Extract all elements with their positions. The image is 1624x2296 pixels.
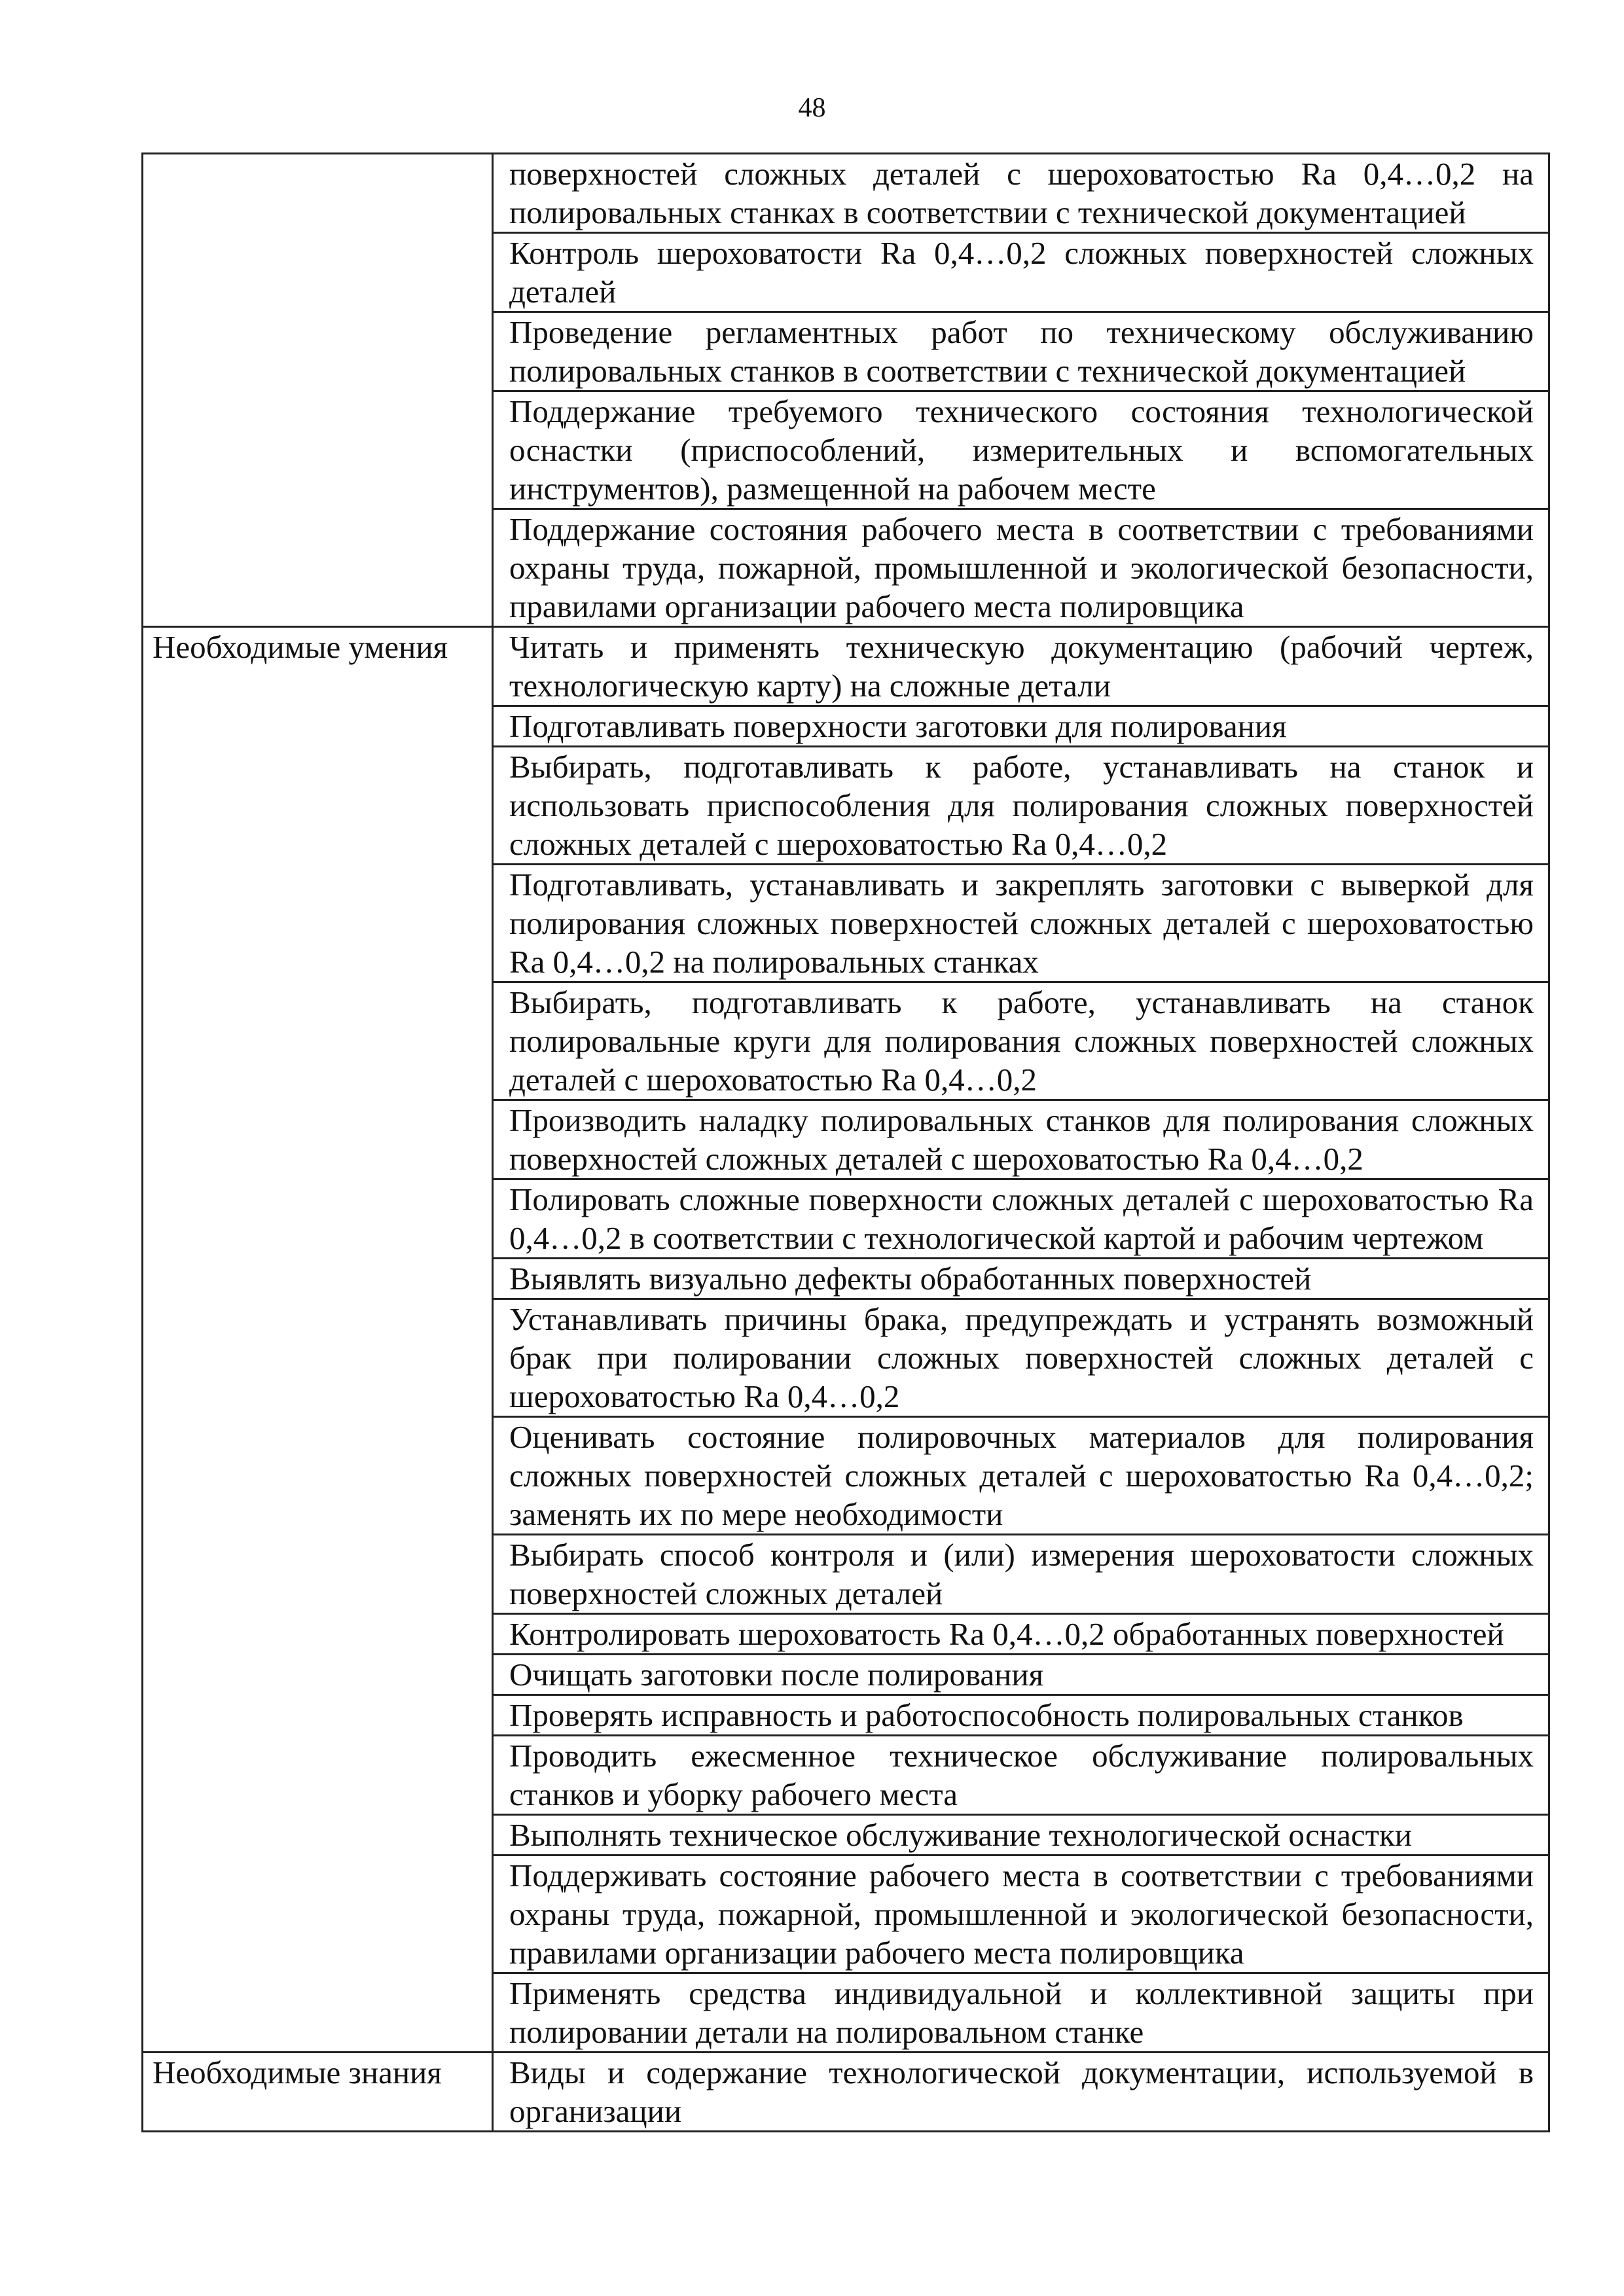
requirement-item: Оценивать состояние полировочных материалов для полирования сложных поверхностей сложных деталей с шероховатостью Ra 0,4…0,2; заменять их по мере необходимости [493, 1417, 1549, 1535]
table-row [143, 154, 1549, 233]
requirement-item: Выбирать способ контроля и (или) измерения шероховатости сложных поверхностей сложных деталей [493, 1535, 1549, 1614]
requirement-item: Виды и содержание технологической документации, используемой в организации [493, 2053, 1549, 2132]
table-row [143, 2053, 1549, 2132]
requirement-item: Поддержание состояния рабочего места в соответствии с требованиями охраны труда, пожарной, промышленной и экологической безопасности, правилами организации рабочего места полировщика [493, 509, 1549, 627]
page-number: 48 [798, 93, 826, 123]
requirement-item: Подготавливать, устанавливать и закреплять заготовки с выверкой для полирования сложных поверхностей сложных деталей с шероховатостью Ra 0,4…0,2 на полировальных станках [493, 865, 1549, 982]
section-label: Необходимые знания [143, 2053, 493, 2132]
section-label [143, 154, 493, 627]
requirement-item: Применять средства индивидуальной и коллективной защиты при полировании детали на полировальном станке [493, 1973, 1549, 2053]
requirement-item: Выбирать, подготавливать к работе, устанавливать на станок полировальные круги для полирования сложных поверхностей сложных деталей с шероховатостью Ra 0,4…0,2 [493, 982, 1549, 1100]
requirement-item: Выбирать, подготавливать к работе, устанавливать на станок и использовать приспособления для полирования сложных поверхностей сложных деталей с шероховатостью Ra 0,4…0,2 [493, 747, 1549, 865]
requirement-item: Поддерживать состояние рабочего места в соответствии с требованиями охраны труда, пожарной, промышленной и экологической безопасности, правилами организации рабочего места полировщика [493, 1856, 1549, 1973]
requirement-item: Очищать заготовки после полирования [493, 1655, 1549, 1695]
requirements-table [141, 152, 1550, 2132]
table-row [143, 627, 1549, 706]
requirement-item: Выявлять визуально дефекты обработанных поверхностей [493, 1259, 1549, 1299]
section-label: Необходимые умения [143, 627, 493, 2053]
requirement-item: Проведение регламентных работ по техническому обслуживанию полировальных станков в соответствии с технической документацией [493, 312, 1549, 391]
requirement-item: Проводить ежесменное техническое обслуживание полировальных станков и уборку рабочего места [493, 1736, 1549, 1815]
requirement-item: Полировать сложные поверхности сложных деталей с шероховатостью Ra 0,4…0,2 в соответствии с технологической картой и рабочим чертежом [493, 1179, 1549, 1259]
requirement-item: поверхностей сложных деталей с шероховатостью Ra 0,4…0,2 на полировальных станках в соответствии с технической документацией [493, 154, 1549, 233]
requirement-item: Устанавливать причины брака, предупреждать и устранять возможный брак при полировании сложных поверхностей сложных деталей с шероховатостью Ra 0,4…0,2 [493, 1299, 1549, 1417]
requirement-item: Поддержание требуемого технического состояния технологической оснастки (приспособлений, измерительных и вспомогательных инструментов), размещенной на рабочем месте [493, 391, 1549, 509]
requirement-item: Контролировать шероховатость Ra 0,4…0,2 обработанных поверхностей [493, 1614, 1549, 1655]
requirement-item: Проверять исправность и работоспособность полировальных станков [493, 1695, 1549, 1736]
requirement-item: Производить наладку полировальных станков для полирования сложных поверхностей сложных деталей с шероховатостью Ra 0,4…0,2 [493, 1100, 1549, 1179]
requirement-item: Контроль шероховатости Ra 0,4…0,2 сложных поверхностей сложных деталей [493, 233, 1549, 312]
requirement-item: Подготавливать поверхности заготовки для полирования [493, 706, 1549, 747]
requirement-item: Читать и применять техническую документацию (рабочий чертеж, технологическую карту) на сложные детали [493, 627, 1549, 706]
requirement-item: Выполнять техническое обслуживание технологической оснастки [493, 1815, 1549, 1856]
